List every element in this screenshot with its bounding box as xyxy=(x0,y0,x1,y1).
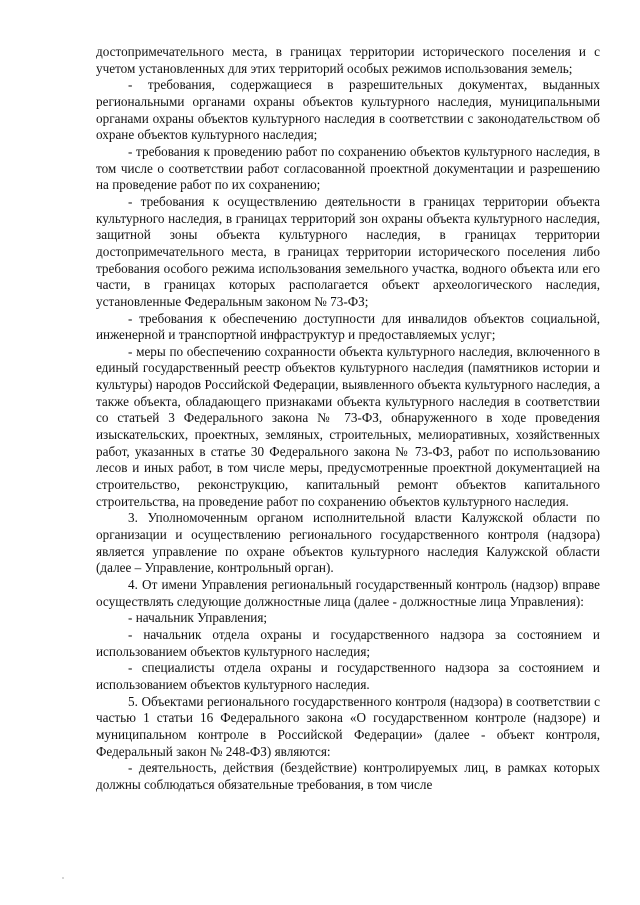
list-item-specialists: - специалисты отдела охраны и государственного надзора за состоянием и использованием объектов культурного наследия. xyxy=(96,660,600,692)
paragraph-preservation-works: - требования к проведению работ по сохранению объектов культурного наследия, в том числе о соответствии работ согласованной проектной документации и разрешению на проведение работ по их сохранению; xyxy=(96,143,600,193)
paragraph-territory-activity: - требования к осуществлению деятельности в границах территории объекта культурного наследия, в границах территорий зон охраны объекта культурного наследия, защитной зоны объекта культурного наследия, в границах территории достопримечательного места, в границах территории исторического поселения либо требования особого режима использования земельного участка, водного объекта или его части, в границах которых располагается объект археологического наследия, установленные Федеральным законом № 73-ФЗ; xyxy=(96,193,600,309)
paragraph-continuation: достопримечательного места, в границах территории исторического поселения и с учетом установленных для этих территорий особых режимов использования земель; xyxy=(96,44,600,76)
list-item-head: - начальник Управления; xyxy=(128,610,268,626)
paragraph-accessibility: - требования к обеспечению доступности для инвалидов объектов социальной, инженерной и транспортной инфраструктур и предоставляемых услуг; xyxy=(96,310,600,343)
scan-artifact xyxy=(62,877,64,879)
paragraph-section-5: 5. Объектами регионального государственного контроля (надзора) в соответствии с частью 1 статьи 16 Федерального закона «О государственном контроле (надзоре) и муниципальном контроле в Российской Федерации» (далее - объект контроля, Федеральный закон № 248-ФЗ) являются: xyxy=(96,693,600,759)
paragraph-section-4: 4. От имени Управления региональный государственный контроль (надзор) вправе осуществлять следующие должностные лица (далее - должностные лица Управления): xyxy=(96,577,600,609)
document-body xyxy=(96,44,600,794)
paragraph-safety-measures: - меры по обеспечению сохранности объекта культурного наследия, включенного в единый государственный реестр объектов культурного наследия (памятников истории и культуры) народов Российской Федерации, выявленного объекта культурного наследия, а также объекта, обладающего признаками объекта культурного наследия в соответствии со статьей 3 Федерального закона № 73-ФЗ, обнаруженного в ходе проведения изыскательских, проектных, земляных, строительных, мелиоративных, хозяйственных работ, указанных в статье 30 Федерального закона № 73-ФЗ, работ по использованию лесов и иных работ, в том числе меры, предусмотренные проектной документацией на строительство, реконструкцию, капитальный ремонт объектов капитального строительства, на проведение работ по сохранению объектов культурного наследия. xyxy=(96,343,600,509)
paragraph-section-3: 3. Уполномоченным органом исполнительной власти Калужской области по организации и осуществлению регионального государственного контроля (надзора) является управление по охране объектов культурного наследия Калужской области (далее – Управление, контрольный орган). xyxy=(96,510,600,576)
paragraph-permit-requirements: - требования, содержащиеся в разрешительных документах, выданных региональными органами охраны объектов культурного наследия, муниципальными органами охраны объектов культурного наследия в соответствии с законодательством об охране объектов культурного наследия; xyxy=(96,77,600,143)
list-item-department-head: - начальник отдела охраны и государственного надзора за состоянием и использованием объектов культурного наследия; xyxy=(96,626,600,659)
paragraph-controlled-activity: - деятельность, действия (бездействие) контролируемых лиц, в рамках которых должны соблюдаться обязательные требования, в том числе xyxy=(96,760,600,792)
